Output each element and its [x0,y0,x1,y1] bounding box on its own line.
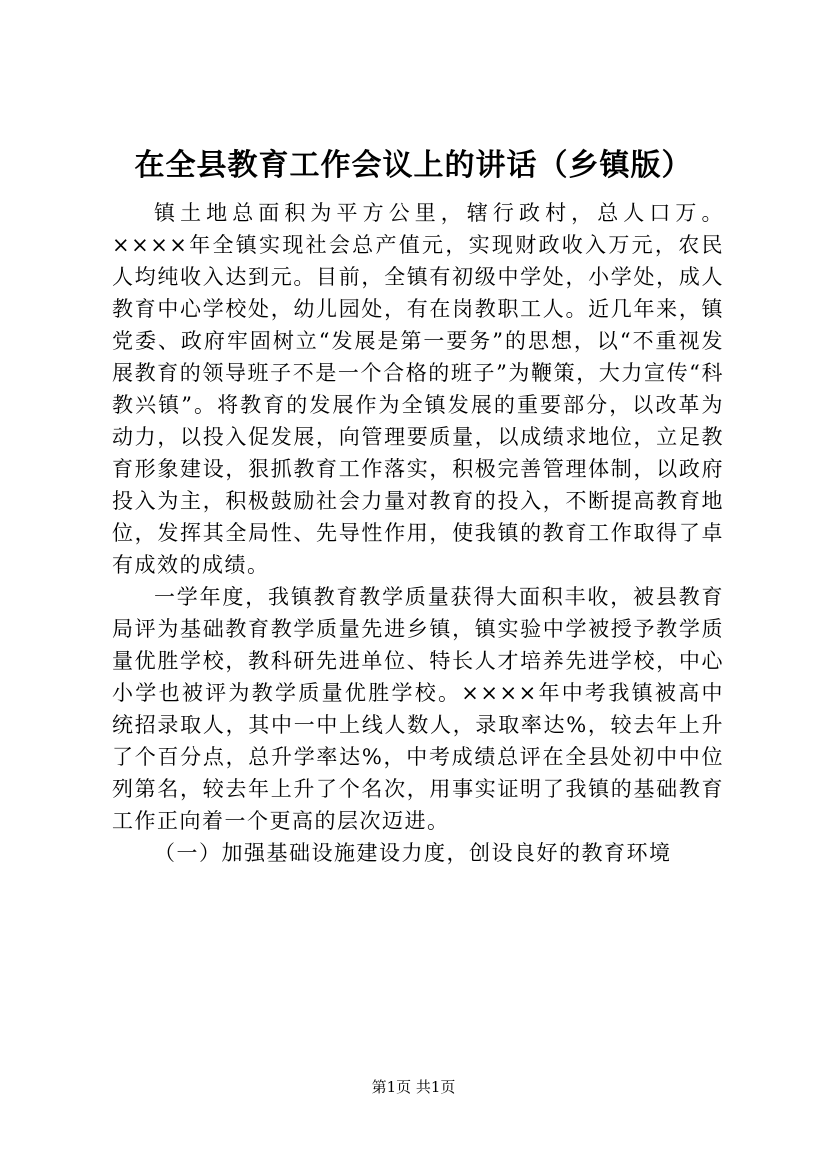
paragraph-achievements: 一学年度，我镇教育教学质量获得大面积丰收，被县教育局评为基础教育教学质量先进乡镇，镇实验中学被授予教学质量优胜学校，教科研先进单位、特长人才培养先进学校，中心小学也被评为教学质量优胜学校。××××年中考我镇被高中统招录取人，其中一中上线人数人，录取率达%，较去年上升了个百分点，总升学率达%，中考成绩总评在全县处初中中位列第名，较去年上升了个名次，用事实证明了我镇的基础教育工作正向着一个更高的层次迈进。 [112,585,724,833]
document-body [112,197,724,869]
page-footer: 第1页 共1页 [371,1078,456,1096]
document-title: 在全县教育工作会议上的讲话（乡镇版） [134,148,693,183]
section-heading: （一）加强基础设施建设力度，创设良好的教育环境 [154,841,672,865]
paragraph-intro: 镇土地总面积为平方公里，辖行政村，总人口万。××××年全镇实现社会总产值元，实现财政收入万元，农民人均纯收入达到元。目前，全镇有初级中学处，小学处，成人教育中心学校处，幼儿园处，有在岗教职工人。近几年来，镇党委、政府牢固树立“发展是第一要务”的思想，以“不重视发展教育的领导班子不是一个合格的班子”为鞭策，大力宣传“科教兴镇”。将教育的发展作为全镇发展的重要部分，以改革为动力，以投入促发展，向管理要质量，以成绩求地位，立足教育形象建设，狠抓教育工作落实，积极完善管理体制，以政府投入为主，积极鼓励社会力量对教育的投入，不断提高教育地位，发挥其全局性、先导性作用，使我镇的教育工作取得了卓有成效的成绩。 [112,201,724,577]
